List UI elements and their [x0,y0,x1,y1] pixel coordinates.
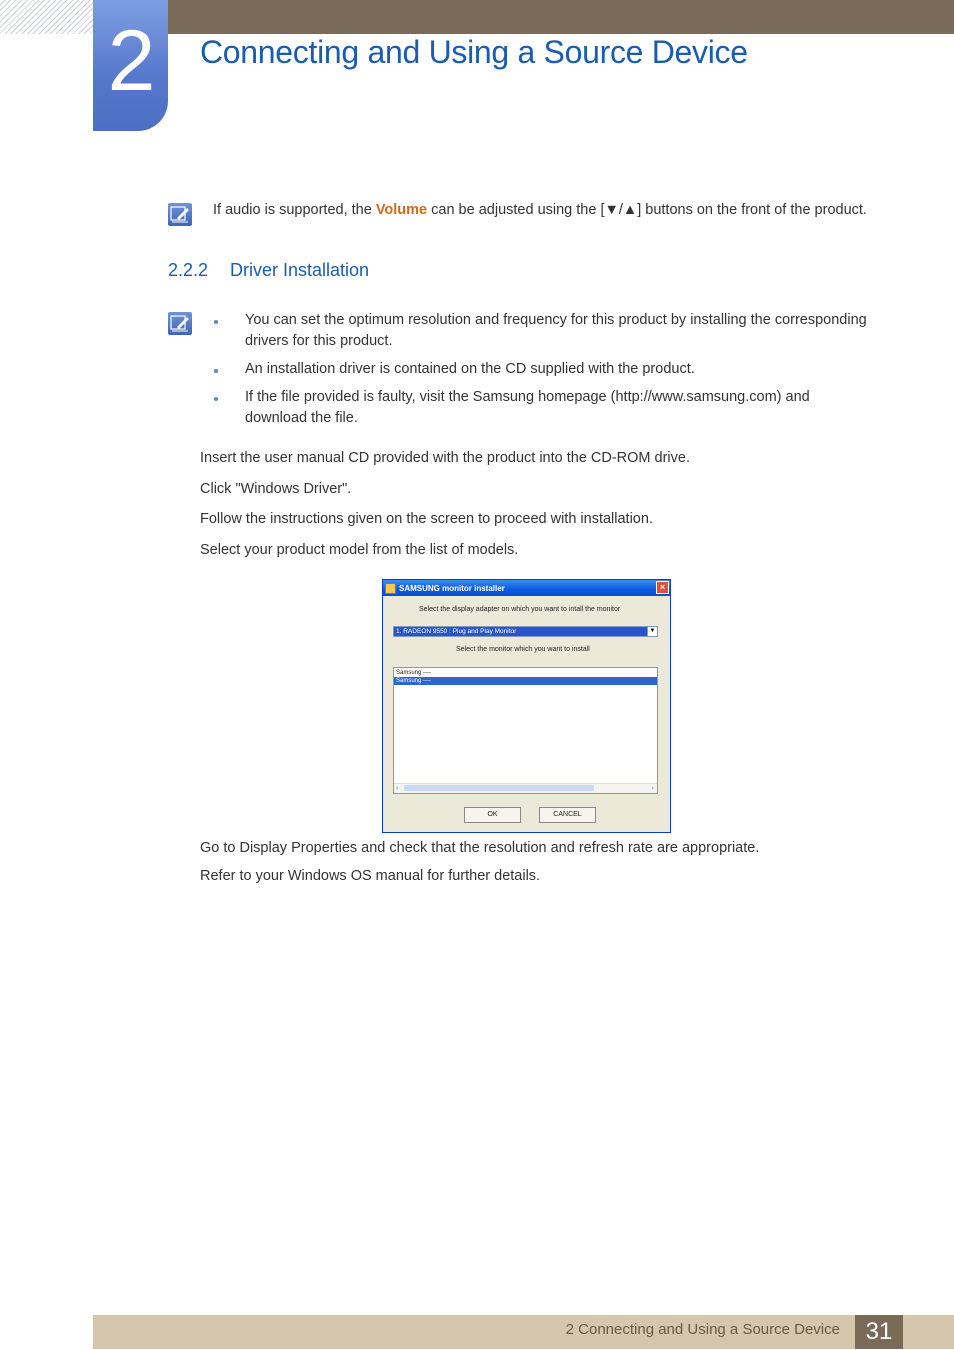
monitor-label: Select the monitor which you want to install [456,646,590,653]
bullet-dot [214,369,218,373]
footer-chapter-text: 2 Connecting and Using a Source Device [565,1321,840,1338]
page-number: 31 [855,1315,903,1349]
dialog-title: SAMSUNG monitor installer [399,583,505,593]
dialog-titlebar [383,580,670,596]
section-heading [168,260,369,281]
close-icon[interactable]: × [656,581,669,594]
step-text: Go to Display Properties and check that the resolution and refresh rate are appropriate. [200,840,760,856]
scrollbar-thumb[interactable] [404,785,594,791]
bullet-item: You can set the optimum resolution and frequency for this product by installing the corresponding drivers for this product. [245,312,867,349]
note-pencil-icon [168,203,192,226]
list-item[interactable]: Samsung ---- [396,670,432,676]
ok-button[interactable]: OK [464,807,521,823]
step-text: Click "Windows Driver". [200,481,352,497]
volume-term: Volume [375,202,428,218]
note-pencil-icon [168,312,192,335]
cancel-button[interactable]: CANCEL [539,807,596,823]
header-hatch-decoration [0,0,93,34]
adapter-label: Select the display adapter on which you want to intall the monitor [419,606,621,613]
note-audio-before: If audio is supported, the [213,202,376,218]
header-bar [93,0,954,34]
chapter-title: Connecting and Using a Source Device [200,34,748,70]
step-text: Insert the user manual CD provided with the product into the CD-ROM drive. [200,450,690,466]
bullet-item: If the file provided is faulty, visit the Samsung homepage (http://www.samsung.com) and download the file. [245,389,810,426]
adapter-select[interactable] [393,626,658,637]
app-icon [385,583,396,594]
step-text: Refer to your Windows OS manual for further details. [200,868,541,884]
section-number: 2.2.2 [168,260,209,280]
scroll-left-icon[interactable]: ‹ [396,785,399,792]
horizontal-scrollbar[interactable] [394,783,657,793]
step-text: Select your product model from the list of models. [200,542,519,558]
monitor-list[interactable] [393,667,658,794]
step-text: Follow the instructions given on the screen to proceed with installation. [200,511,653,527]
scroll-right-icon[interactable]: › [651,785,654,792]
list-item-selected[interactable]: Samsung ---- [394,677,657,685]
chevron-down-icon[interactable]: ▼ [647,627,657,636]
bullet-dot [214,397,218,401]
note-audio [213,200,867,221]
chapter-tab [93,0,168,131]
section-title: Driver Installation [230,260,370,280]
bullet-dot [214,320,218,324]
installer-dialog [382,579,671,833]
bullet-item: An installation driver is contained on the CD supplied with the product. [245,361,695,377]
adapter-select-value: 1. RADEON 9550 : Plug and Play Monitor [396,628,517,635]
note-audio-after: can be adjusted using the [▼/▲] buttons on the front of the product. [427,202,867,218]
chapter-number: 2 [107,13,154,109]
